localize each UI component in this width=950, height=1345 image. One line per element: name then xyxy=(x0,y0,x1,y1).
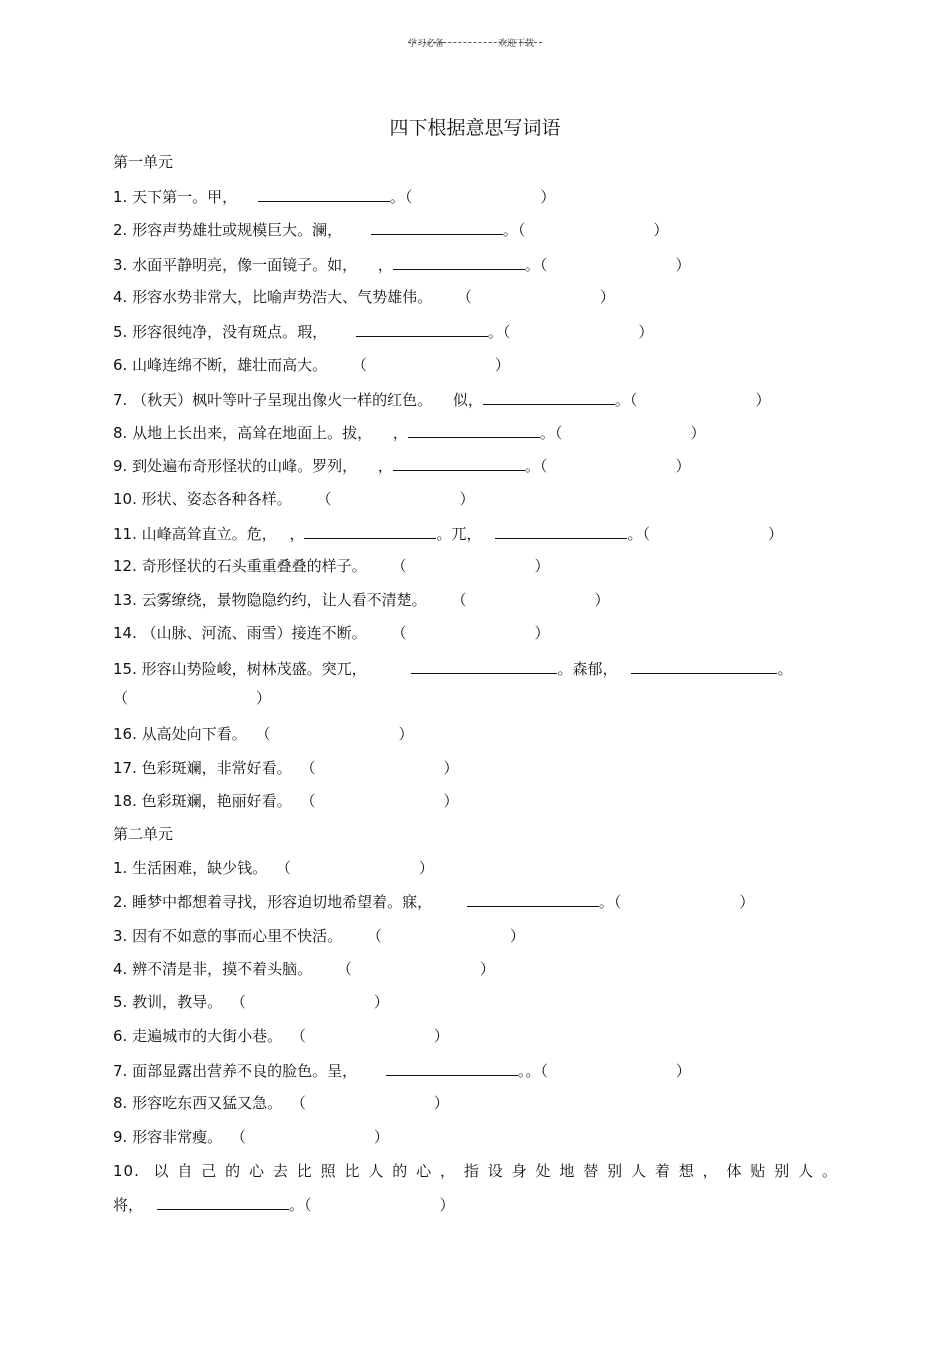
question-1-12: 12. 奇形怪状的石头重重叠叠的样子。 （ ） xyxy=(113,557,550,575)
answer-blank[interactable] xyxy=(631,658,777,674)
question-1-8: 8. 从地上长出来，高耸在地面上。拔， ， 。（ ） xyxy=(113,424,706,442)
answer-blank[interactable] xyxy=(408,422,540,438)
question-1-15-cont: （ ） xyxy=(113,689,272,707)
answer-blank[interactable] xyxy=(304,523,436,539)
page-title: 四下根据意思写词语 xyxy=(389,117,561,139)
answer-blank[interactable] xyxy=(393,455,525,471)
question-2-8: 8. 形容吃东西又猛又急。 （ ） xyxy=(113,1094,449,1112)
question-1-6: 6. 山峰连绵不断，雄壮而高大。 （ ） xyxy=(113,356,510,374)
question-1-14: 14. （山脉、河流、雨雪）接连不断。 （ ） xyxy=(113,624,550,642)
question-2-4: 4. 辨不清是非，摸不着头脑。 （ ） xyxy=(113,960,495,978)
question-2-9: 9. 形容非常瘦。 （ ） xyxy=(113,1128,389,1146)
question-1-9: 9. 到处遍布奇形怪状的山峰。罗列， ， 。（ ） xyxy=(113,457,691,475)
question-1-5: 5. 形容很纯净，没有斑点。瑕， 。（ ） xyxy=(113,323,654,341)
question-1-1: 1. 天下第一。甲， 。（ ） xyxy=(113,188,556,206)
question-1-7: 7. （秋天）枫叶等叶子呈现出像火一样的红色。 似， 。（ ） xyxy=(113,391,771,409)
question-2-3: 3. 因有不如意的事而心里不快活。 （ ） xyxy=(113,927,525,945)
question-1-16: 16. 从高处向下看。 （ ） xyxy=(113,725,414,743)
question-1-15: 15. 形容山势险峻，树林茂盛。突兀， 。森郁， 。 xyxy=(113,660,793,678)
answer-blank[interactable] xyxy=(371,219,503,235)
question-2-10: 10. 以自己的心去比照比人的心，指设身处地替别人着想，体贴别人。 xyxy=(113,1162,838,1180)
question-1-13: 13. 云雾缭绕，景物隐隐约约，让人看不清楚。 （ ） xyxy=(113,591,610,609)
answer-blank[interactable] xyxy=(393,254,525,270)
question-1-2: 2. 形容声势雄壮或规模巨大。澜， 。（ ） xyxy=(113,221,669,239)
question-1-17: 17. 色彩斑斓，非常好看。 （ ） xyxy=(113,759,459,777)
answer-blank[interactable] xyxy=(386,1060,518,1076)
question-1-3: 3. 水面平静明亮，像一面镜子。如， ， 。（ ） xyxy=(113,256,691,274)
answer-blank[interactable] xyxy=(495,523,627,539)
unit2-heading: 第二单元 xyxy=(113,825,174,843)
answer-blank[interactable] xyxy=(467,891,599,907)
answer-blank[interactable] xyxy=(157,1194,289,1210)
answer-blank[interactable] xyxy=(356,321,488,337)
question-2-7: 7. 面部显露出营养不良的脸色。呈， 。。（ ） xyxy=(113,1062,691,1080)
header-right-text: 欢迎下载 xyxy=(498,39,535,49)
question-1-4: 4. 形容水势非常大，比喻声势浩大、气势雄伟。 （ ） xyxy=(113,288,615,306)
answer-blank[interactable] xyxy=(483,389,615,405)
answer-blank[interactable] xyxy=(411,658,557,674)
question-1-18: 18. 色彩斑斓，艳丽好看。 （ ） xyxy=(113,792,459,810)
question-2-2: 2. 睡梦中都想着寻找，形容迫切地希望着。寐， 。（ ） xyxy=(113,893,755,911)
question-1-10: 10. 形状、姿态各种各样。 （ ） xyxy=(113,490,475,508)
question-1-11: 11. 山峰高耸直立。危， ， 。兀， 。（ ） xyxy=(113,525,784,543)
answer-blank[interactable] xyxy=(258,186,390,202)
question-2-10-cont: 将， 。（ ） xyxy=(113,1196,455,1214)
question-2-1: 1. 生活困难，缺少钱。 （ ） xyxy=(113,859,434,877)
unit1-heading: 第一单元 xyxy=(113,153,174,171)
question-2-5: 5. 教训，教导。 （ ） xyxy=(113,993,389,1011)
question-2-6: 6. 走遍城市的大街小巷。 （ ） xyxy=(113,1027,449,1045)
page-header xyxy=(408,38,542,49)
header-left-text: 学习必备 xyxy=(408,39,445,49)
